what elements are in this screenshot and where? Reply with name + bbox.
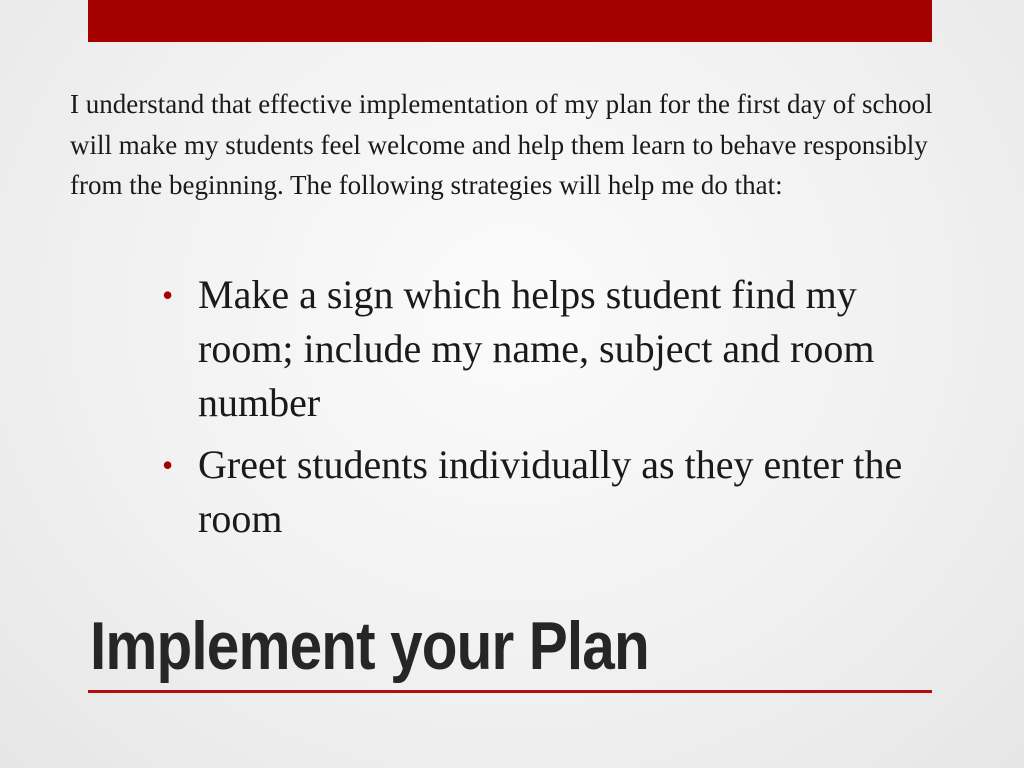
bullet-text: Make a sign which helps student find my room; include my name, subject and room number — [198, 272, 875, 425]
bullet-text: Greet students individually as they enter the room — [198, 442, 903, 541]
bullet-item-greet — [162, 438, 952, 546]
slide-title: Implement your Plan — [90, 608, 649, 684]
bullet-item-sign — [162, 268, 952, 430]
intro-paragraph: I understand that effective implementation of my plan for the first day of school will make my students feel welcome and help them learn to behave responsibly from the beginning. The following strategies will help me do that: — [70, 89, 933, 200]
bullet-icon: • — [162, 447, 174, 483]
bullet-icon: • — [162, 277, 174, 313]
top-accent-bar — [88, 0, 932, 42]
bullet-list — [162, 268, 952, 546]
title-underline-divider — [88, 690, 932, 693]
